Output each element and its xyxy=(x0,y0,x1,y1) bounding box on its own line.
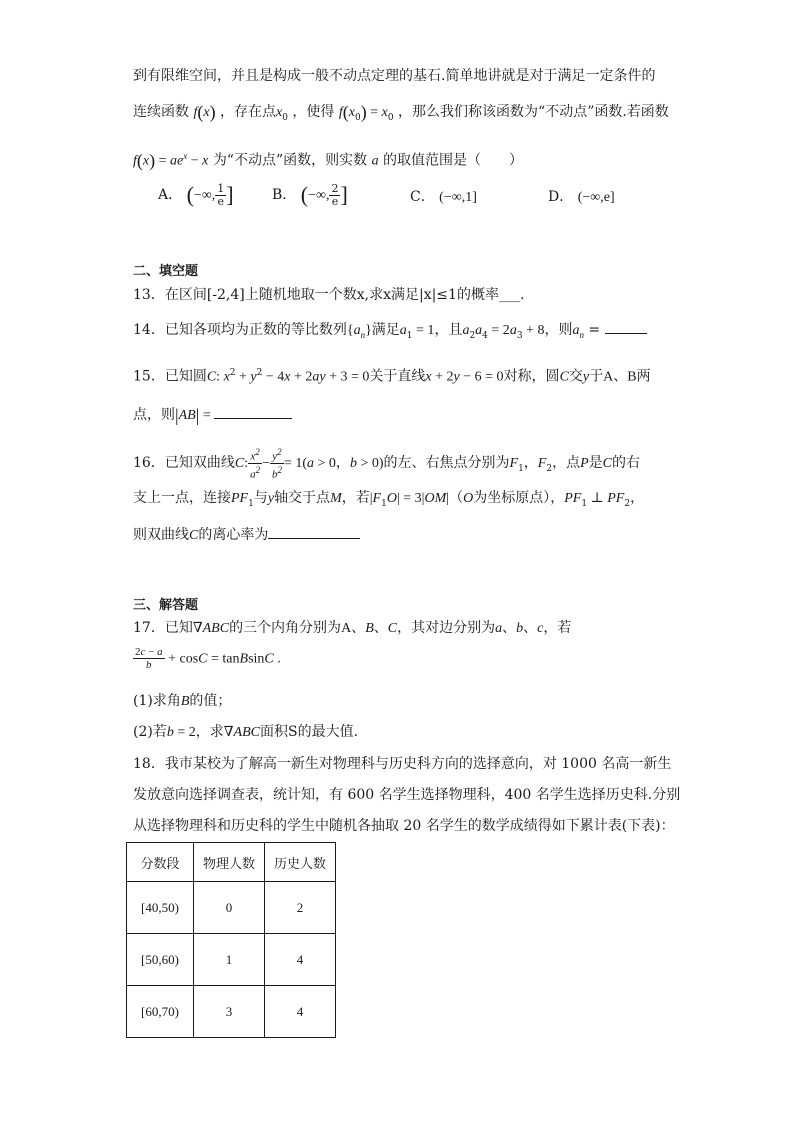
section-fill-in-title: 二、填空题 xyxy=(133,264,199,279)
table-cell: 4 xyxy=(265,934,336,986)
option-c-value: (−∞,1] xyxy=(439,190,477,205)
q18-line3: 从选择物理科和历史科的学生中随机各抽取 20 名学生的数学成绩得如下累计表(下表)： xyxy=(133,818,675,834)
table-header-cell: 物理人数 xyxy=(194,843,265,882)
q14: 14．已知各项均为正数的等比数列$\{a_n\}$满足$a_1 = 1$，且$a_2a_4 = 2a_3 + 8$，则$a_n$ = xyxy=(133,320,647,346)
option-d-value: (−∞,e] xyxy=(577,190,615,205)
q12-line2-d: ，那么我们称该函数为“不动点”函数.若函数 xyxy=(398,104,669,120)
q16-line3: 则双曲线C的离心率为 xyxy=(133,525,360,546)
table-row xyxy=(127,882,336,934)
option-a-den: e xyxy=(217,194,225,208)
q12-line3-b: 为“不动点”函数，则实数 xyxy=(212,152,368,169)
q12-line2-b: ，存在点 xyxy=(220,104,277,120)
option-b-label: B． xyxy=(272,187,297,203)
table-cell: 4 xyxy=(265,986,336,1038)
option-d-label: D． xyxy=(548,189,574,205)
table-cell: [50,60) xyxy=(127,934,194,986)
q12-line1: 到有限维空间，并且是构成一般不动点定理的基石.简单地讲就是对于满足一定条件的 xyxy=(133,68,656,84)
table-cell: 2 xyxy=(265,882,336,934)
table-header-row xyxy=(127,843,336,882)
table-cell: 3 xyxy=(194,986,265,1038)
option-c-label: C． xyxy=(410,189,435,205)
table-cell: [60,70) xyxy=(127,986,194,1038)
table-header-cell: 历史人数 xyxy=(265,843,336,882)
q15-line1: 15．已知圆C: $x^2 + y^2 - 4x + 2ay + 3 = 0$关于直线x + 2y − 6 = 0对称，圆C交y于A、B两 xyxy=(133,368,651,385)
q17-line1: 17．已知∇ABC的三个内角分别为A、B、C，其对边分别为a、b、c，若 xyxy=(133,620,572,636)
table-cell: [40,50) xyxy=(127,882,194,934)
q17-part1: (1)求角B的值； xyxy=(133,693,232,709)
q13: 13．在区间[-2,4]上随机地取一个数x,求x满足|x|≤1的概率___. xyxy=(133,287,525,303)
q14-answer-blank[interactable] xyxy=(605,321,647,334)
q12-line3-c: 的取值范围是（ ） xyxy=(383,152,524,169)
q18-line2: 发放意向选择调查表，统计知，有 600 名学生选择物理科，400 名学生选择历史科.分别 xyxy=(133,787,681,803)
table-row xyxy=(127,986,336,1038)
q15-line2: 点，则|AB| = xyxy=(133,405,292,426)
option-b-num: 2 xyxy=(331,181,339,195)
q16-answer-blank[interactable] xyxy=(268,526,360,539)
option-a-num: 1 xyxy=(217,181,225,195)
table-header-cell: 分数段 xyxy=(127,843,194,882)
option-d xyxy=(548,186,615,206)
option-b: B． (−∞, $\frac{2}{e}$ ] xyxy=(272,181,348,208)
table-cell: 0 xyxy=(194,882,265,934)
option-c xyxy=(410,186,477,206)
score-table xyxy=(126,842,336,1038)
q16-line1: 16．已知双曲线C: $\frac{x^2}{a^2}$ − $\frac{y^2}{b^2}$ = 1(a > 0，b > 0)的左、右焦点分别为$F_1$，$F_2$，点P是C的右 xyxy=(133,447,640,481)
table-row xyxy=(127,934,336,986)
option-a: A． (−∞, $\frac{1}{e}$ ] xyxy=(158,181,234,208)
q12-line2: 连续函数 f(x) ，存在点$x_0$ ，使得 $f(x_0) = x_0$ ，那么我们称该函数为“不动点”函数.若函数 xyxy=(133,102,669,123)
option-b-den: e xyxy=(331,194,339,208)
q16-line2: 支上一点，连接$PF_1$与y轴交于点M，若$|F_1O| = 3|OM|(O$为坐标原点），$PF_1$ ⊥ $PF_2$， xyxy=(133,490,645,509)
q17-part2: (2)若b = 2，求∇ABC面积S的最大值. xyxy=(133,724,359,740)
q17-formula: $\frac{2c - a}{b}$ + cosC = tanBsinC . xyxy=(135,646,281,671)
table-cell: 1 xyxy=(194,934,265,986)
q12-line2-c: ，使得 xyxy=(292,104,335,120)
section-answer-title: 三、解答题 xyxy=(133,598,199,613)
q12-line2-a: 连续函数 xyxy=(133,104,189,120)
q18-line1: 18．我市某校为了解高一新生对物理科与历史科方向的选择意向，对 1000 名高一新生 xyxy=(133,756,672,772)
q15-answer-blank[interactable] xyxy=(214,406,292,419)
q12-line3: $f(x) = ae^x - x$ 为“不动点”函数，则实数 a 的取值范围是（ ） xyxy=(133,150,524,171)
option-a-label: A． xyxy=(158,187,183,203)
